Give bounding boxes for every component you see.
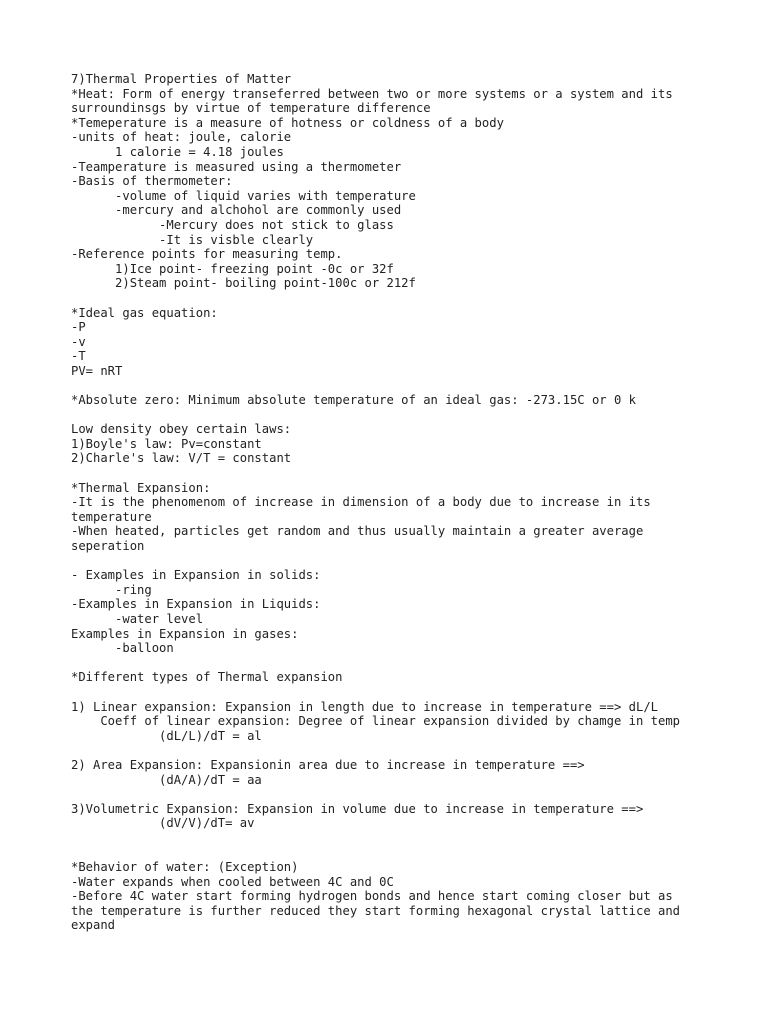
blank-line (71, 831, 711, 846)
text-line: Examples in Expansion in gases: (71, 626, 299, 641)
blank-line (71, 466, 711, 481)
text-line: 1)Ice point- freezing point -0c or 32f (71, 261, 394, 276)
text-line: -Reference points for measuring temp. (71, 247, 343, 262)
blank-line (71, 291, 711, 306)
text-line: *Different types of Thermal expansion (71, 670, 343, 685)
text-line: -water level (71, 611, 204, 626)
text-line: 7)Thermal Properties of Matter (71, 72, 292, 86)
text-line: (dV/V)/dT= av (71, 816, 255, 831)
blank-line (71, 743, 711, 758)
text-line: 2)Charle's law: V/T = constant (71, 451, 292, 466)
text-line: *Heat: Form of energy transeferred between two or more systems or a system and its (71, 86, 673, 101)
text-line: -Examples in Expansion in Liquids: (71, 597, 321, 612)
text-line: *Absolute zero: Minimum absolute temperature of an ideal gas: -273.15C or 0 k (71, 393, 636, 408)
text-line: 3)Volumetric Expansion: Expansion in volume due to increase in temperature ==> (71, 801, 644, 816)
text-line: 1 calorie = 4.18 joules (71, 144, 284, 159)
text-line: surroundinsgs by virtue of temperature difference (71, 101, 431, 116)
text-line: -ring (71, 582, 152, 597)
blank-line (71, 787, 711, 802)
text-line: -It is visble clearly (71, 232, 314, 247)
text-line: seperation (71, 539, 145, 553)
text-line: -v (71, 334, 86, 349)
text-line: (dL/L)/dT = al (71, 728, 262, 743)
text-line: 1)Boyle's law: Pv=constant (71, 436, 262, 451)
text-line: the temperature is further reduced they start forming hexagonal crystal lattice and (71, 903, 681, 918)
text-line: -Water expands when cooled between 4C and 0C (71, 874, 394, 889)
text-line: - Examples in Expansion in solids: (71, 568, 321, 583)
text-line: -Basis of thermometer: (71, 174, 233, 189)
text-line: -mercury and alchohol are commonly used (71, 203, 402, 218)
text-line: *Ideal gas equation: (71, 305, 218, 320)
text-line: -Mercury does not stick to glass (71, 217, 394, 232)
text-line: PV= nRT (71, 363, 123, 378)
text-line: 2)Steam point- boiling point-100c or 212f (71, 276, 416, 291)
text-line: -Teamperature is measured using a thermometer (71, 159, 402, 174)
text-line: expand (71, 918, 116, 933)
text-line: *Thermal Expansion: (71, 480, 211, 495)
text-line: -P (71, 320, 86, 335)
text-line: 2) Area Expansion: Expansionin area due to increase in temperature ==> (71, 757, 585, 772)
text-line: *Behavior of water: (Exception) (71, 860, 299, 875)
text-line: (dA/A)/dT = aa (71, 772, 262, 787)
text-line: -balloon (71, 641, 174, 656)
text-line: -When heated, particles get random and thus usually maintain a greater average (71, 524, 644, 539)
text-line: 1) Linear expansion: Expansion in length due to increase in temperature ==> dL/L (71, 699, 658, 714)
blank-line (71, 845, 711, 860)
text-line: -units of heat: joule, calorie (71, 130, 292, 145)
text-line: Coeff of linear expansion: Degree of linear expansion divided by chamge in temp (71, 714, 681, 729)
blank-line (71, 656, 711, 671)
text-line: temperature (71, 509, 152, 524)
text-line: -volume of liquid varies with temperature (71, 188, 416, 203)
text-line: -It is the phenomenom of increase in dimension of a body due to increase in its (71, 495, 651, 510)
blank-line (71, 685, 711, 700)
text-line: -T (71, 349, 86, 364)
blank-line (71, 408, 711, 423)
blank-line (71, 378, 711, 393)
text-line: -Before 4C water start forming hydrogen bonds and hence start coming closer but as (71, 889, 673, 904)
text-line: *Temeperature is a measure of hotness or coldness of a body (71, 115, 504, 130)
text-line: Low density obey certain laws: (71, 422, 292, 437)
document-body (71, 72, 711, 933)
blank-line (71, 554, 711, 569)
